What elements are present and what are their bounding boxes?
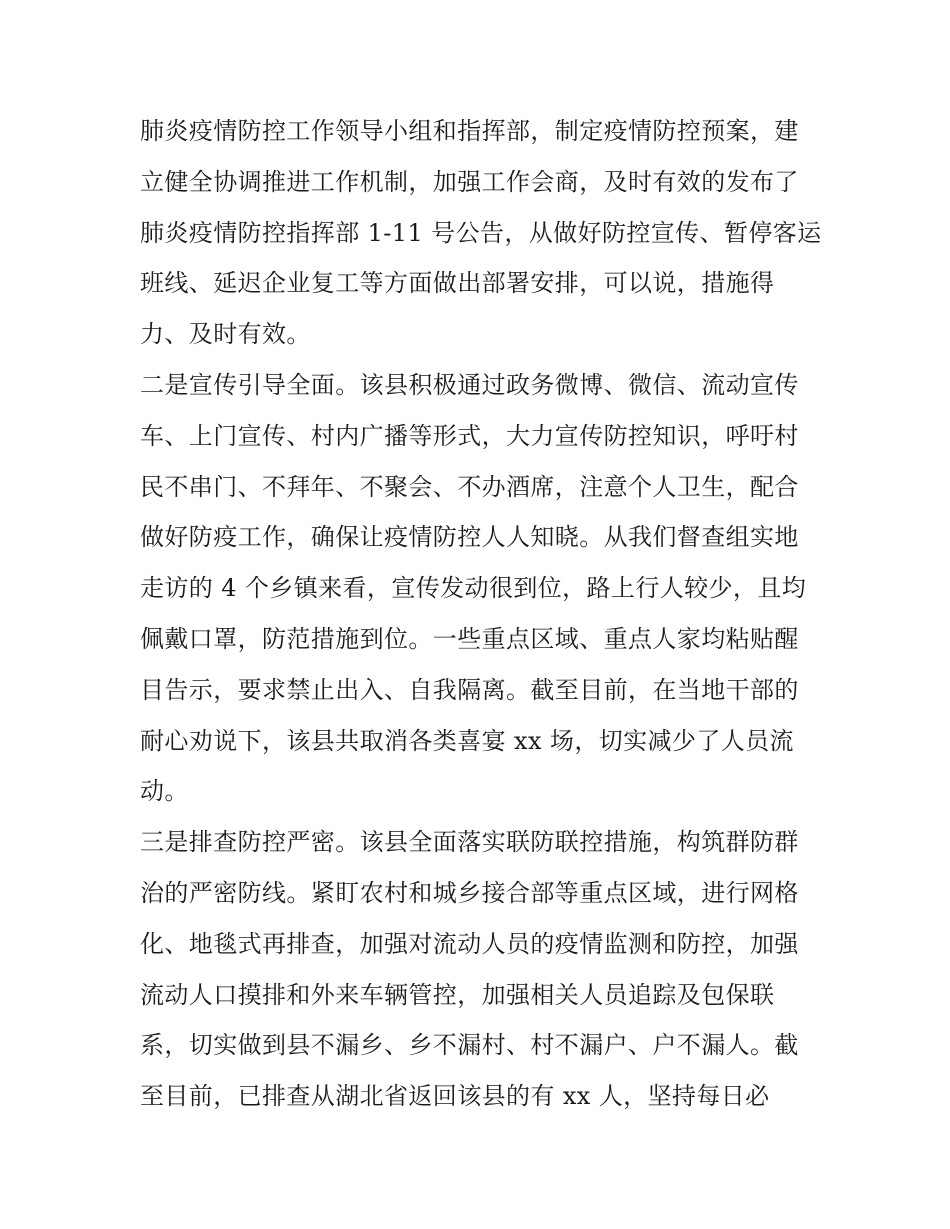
text-line: 系，切实做到县不漏乡、乡不漏村、村不漏户、户不漏人。截	[140, 1031, 799, 1060]
text-line: 目告示，要求禁止出入、自我隔离。截至目前，在当地干部的	[140, 675, 799, 704]
text-line: 班线、延迟企业复工等方面做出部署安排，可以说，措施得	[140, 269, 775, 298]
text-line: 动。	[140, 777, 189, 806]
text-line: 三是排查防控严密。该县全面落实联防联控措施，构筑群防群	[140, 828, 799, 857]
text-line: 做好防疫工作，确保让疫情防控人人知晓。从我们督查组实地	[140, 523, 799, 552]
text-line: 至目前，已排查从湖北省返回该县的有 xx 人，坚持每日必	[140, 1082, 770, 1111]
text-line: 力、及时有效。	[140, 320, 311, 349]
document-body	[140, 106, 820, 1122]
text-line: 流动人口摸排和外来车辆管控，加强相关人员追踪及包保联	[140, 980, 775, 1009]
text-line: 肺炎疫情防控工作领导小组和指挥部，制定疫情防控预案，建	[140, 117, 799, 145]
text-line: 佩戴口罩，防范措施到位。一些重点区域、重点人家均粘贴醒	[140, 624, 799, 653]
text-line: 立健全协调推进工作机制，加强工作会商，及时有效的发布了	[140, 167, 799, 196]
text-line: 耐心劝说下，该县共取消各类喜宴 xx 场，切实减少了人员流	[140, 726, 794, 755]
text-line: 化、地毯式再排查，加强对流动人员的疫情监测和防控，加强	[140, 929, 799, 958]
text-line: 车、上门宣传、村内广播等形式，大力宣传防控知识，呼吁村	[140, 421, 799, 450]
text-line: 治的严密防线。紧盯农村和城乡接合部等重点区域，进行网格	[140, 878, 799, 907]
text-line: 民不串门、不拜年、不聚会、不办酒席，注意个人卫生，配合	[140, 472, 799, 501]
text-line: 走访的 4 个乡镇来看，宣传发动很到位，路上行人较少，且均	[140, 574, 807, 603]
text-line: 二是宣传引导全面。该县积极通过政务微博、微信、流动宣传	[140, 370, 799, 399]
text-line: 肺炎疫情防控指挥部 1-11 号公告，从做好防控宣传、暂停客运	[140, 218, 822, 247]
